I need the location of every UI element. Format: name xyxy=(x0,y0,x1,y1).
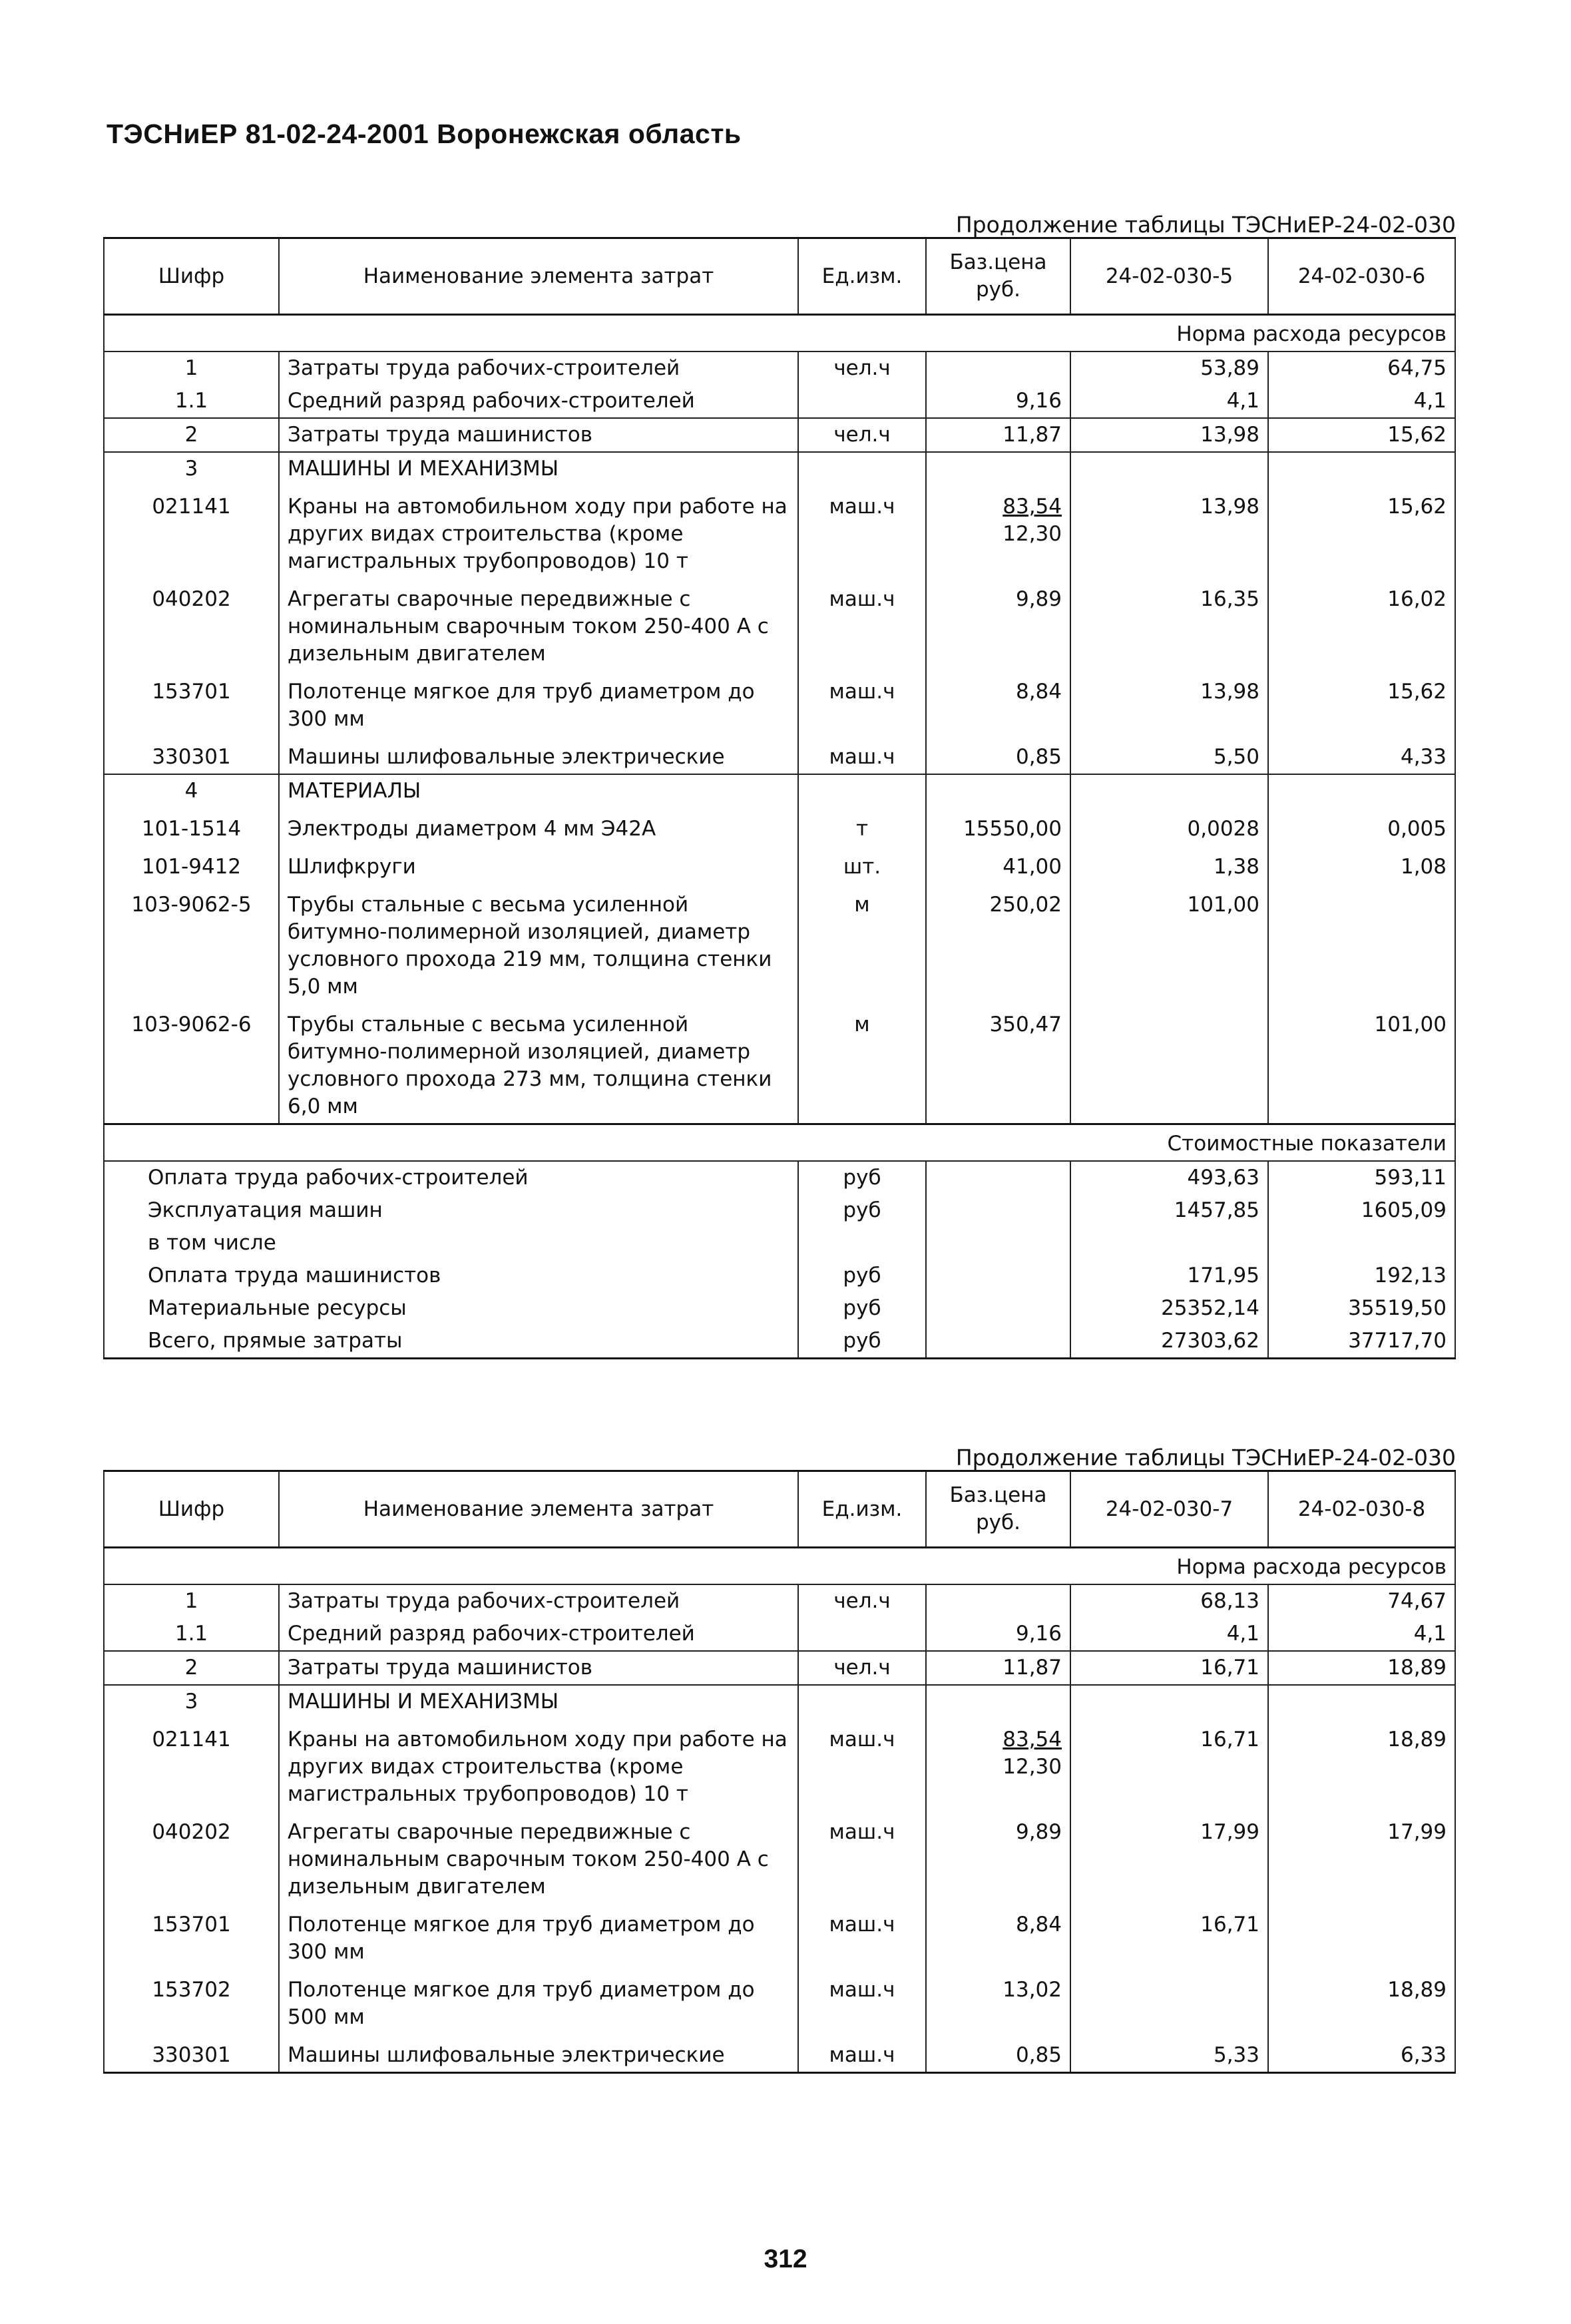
cost-section-label: Стоимостные показатели xyxy=(1070,1124,1455,1162)
col-price-header: Баз.цена руб. xyxy=(926,1471,1070,1548)
cost-row: в том числе xyxy=(104,1227,1455,1260)
table-row: 103-9062-6 Трубы стальные с весьма усиленной битумно-полимерной изоляцией, диаметр условного прохода 273 мм, толщина стенки 6,0 мм м 350,47 101,00 xyxy=(104,1003,1455,1124)
table-row: 101-1514 Электроды диаметром 4 мм Э42А т 15550,00 0,0028 0,005 xyxy=(104,808,1455,845)
table-row: 103-9062-5 Трубы стальные с весьма усиленной битумно-полимерной изоляцией, диаметр условного прохода 219 мм, толщина стенки 5,0 мм м 250,02 101,00 xyxy=(104,883,1455,1003)
col-code-header: Шифр xyxy=(104,238,279,315)
table-row: 330301 Машины шлифовальные электрические маш.ч 0,85 5,50 4,33 xyxy=(104,736,1455,774)
table2-header-row xyxy=(104,1471,1455,1548)
col-rate2-header: 24-02-030-8 xyxy=(1268,1471,1455,1548)
cost-row: Оплата труда машинистов руб 171,95 192,13 xyxy=(104,1260,1455,1292)
col-name-header: Наименование элемента затрат xyxy=(279,238,798,315)
norm-section-label: Норма расхода ресурсов xyxy=(1070,315,1455,352)
norm-section-label: Норма расхода ресурсов xyxy=(1070,1548,1455,1585)
section-heading-row: 4 МАТЕРИАЛЫ xyxy=(104,774,1455,808)
cost-section-row xyxy=(104,1124,1455,1162)
section-heading-row: 3 МАШИНЫ И МЕХАНИЗМЫ xyxy=(104,452,1455,485)
table-row: 021141 Краны на автомобильном ходу при работе на других видах строительства (кроме магистральных трубопроводов) 10 т маш.ч 83,54 12,30 16,71 18,89 xyxy=(104,1718,1455,1811)
table-row: 2 Затраты труда машинистов чел.ч 11,87 16,71 18,89 xyxy=(104,1651,1455,1685)
col-unit-header: Ед.изм. xyxy=(798,1471,926,1548)
document-title: ТЭСНиЕР 81-02-24-2001 Воронежская область xyxy=(107,118,742,149)
norm-section-row xyxy=(104,315,1455,352)
cost-row: Всего, прямые затраты руб 27303,62 37717,70 xyxy=(104,1325,1455,1359)
table-row: 101-9412 Шлифкруги шт. 41,00 1,38 1,08 xyxy=(104,845,1455,883)
col-price-header: Баз.цена руб. xyxy=(926,238,1070,315)
table2 xyxy=(103,1470,1456,2074)
table-row: 153702 Полотенце мягкое для труб диаметром до 500 мм маш.ч 13,02 18,89 xyxy=(104,1969,1455,2034)
table1 xyxy=(103,237,1456,1359)
cost-row: Эксплуатация машин руб 1457,85 1605,09 xyxy=(104,1194,1455,1227)
table-row: 021141 Краны на автомобильном ходу при работе на других видах строительства (кроме магистральных трубопроводов) 10 т маш.ч 83,54 12,30 13,98 15,62 xyxy=(104,485,1455,578)
price-secondary-value: 12,30 xyxy=(1003,522,1062,546)
table-row: 1 Затраты труда рабочих-строителей чел.ч 68,13 74,67 xyxy=(104,1584,1455,1618)
price-value: 83,54 xyxy=(1003,1728,1062,1751)
col-name-header: Наименование элемента затрат xyxy=(279,1471,798,1548)
table-row: 153701 Полотенце мягкое для труб диаметром до 300 мм маш.ч 8,84 16,71 xyxy=(104,1903,1455,1969)
price-value: 83,54 xyxy=(1003,495,1062,519)
page-number: 312 xyxy=(764,2245,807,2273)
col-rate1-header: 24-02-030-5 xyxy=(1070,238,1268,315)
table2-caption: Продолжение таблицы ТЭСНиЕР-24-02-030 xyxy=(955,1445,1456,1471)
table-row: 1.1 Средний разряд рабочих-строителей 9,16 4,1 4,1 xyxy=(104,385,1455,418)
col-rate2-header: 24-02-030-6 xyxy=(1268,238,1455,315)
table1-caption: Продолжение таблицы ТЭСНиЕР-24-02-030 xyxy=(955,212,1456,238)
col-rate1-header: 24-02-030-7 xyxy=(1070,1471,1268,1548)
cost-row: Материальные ресурсы руб 25352,14 35519,50 xyxy=(104,1292,1455,1325)
table-row: 1.1 Средний разряд рабочих-строителей 9,16 4,1 4,1 xyxy=(104,1618,1455,1651)
table-row: 330301 Машины шлифовальные электрические маш.ч 0,85 5,33 6,33 xyxy=(104,2034,1455,2073)
table-row: 040202 Агрегаты сварочные передвижные с номинальным сварочным током 250-400 А с дизельным двигателем маш.ч 9,89 17,99 17,99 xyxy=(104,1811,1455,1903)
table-row: 153701 Полотенце мягкое для труб диаметром до 300 мм маш.ч 8,84 13,98 15,62 xyxy=(104,670,1455,736)
norm-section-row xyxy=(104,1548,1455,1585)
section-heading-row: 3 МАШИНЫ И МЕХАНИЗМЫ xyxy=(104,1685,1455,1718)
col-code-header: Шифр xyxy=(104,1471,279,1548)
price-secondary-value: 12,30 xyxy=(1003,1755,1062,1779)
cost-row: Оплата труда рабочих-строителей руб 493,63 593,11 xyxy=(104,1161,1455,1194)
table-row: 2 Затраты труда машинистов чел.ч 11,87 13,98 15,62 xyxy=(104,418,1455,452)
table1-header-row xyxy=(104,238,1455,315)
table-row: 1 Затраты труда рабочих-строителей чел.ч 53,89 64,75 xyxy=(104,351,1455,385)
table-row: 040202 Агрегаты сварочные передвижные с номинальным сварочным током 250-400 А с дизельным двигателем маш.ч 9,89 16,35 16,02 xyxy=(104,578,1455,670)
col-unit-header: Ед.изм. xyxy=(798,238,926,315)
